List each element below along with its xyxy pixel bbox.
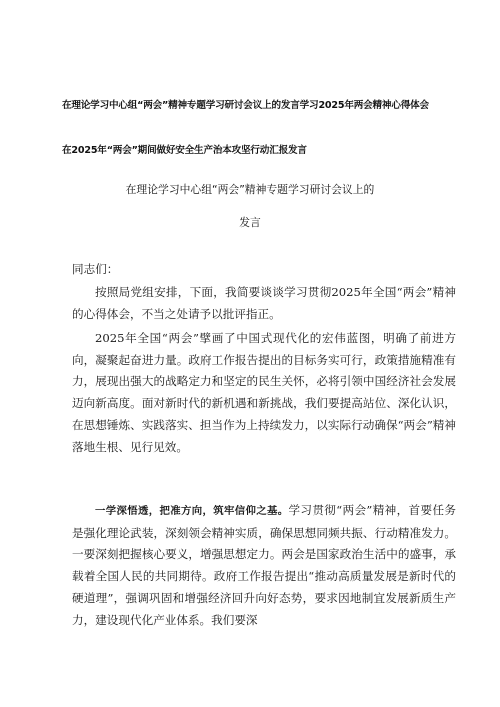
- paragraph-1: 按照局党组安排，下面，我简要谈谈学习贯彻2025年全国“两会”精神的心得体会，不当之处请予以批评指正。: [72, 285, 456, 321]
- document-title-line-2: 在2025年“两会”期间做好安全生产治本攻坚行动汇报发言: [62, 145, 307, 156]
- paragraph-3-body: 学习贯彻“两会”精神，首要任务是强化理论武装，深刻领会精神实质，确保思想同频共振、行动精准发力。一要深刻把握核心要义，增强思想定力。两会是国家政治生活中的盛事，承载着全国人民的共同期待。政府工作报告提出“推动高质量发展是新时代的硬道理”，强调巩固和增强经济回升向好态势，要求因地制宜发展新质生产力，建设现代化产业体系。我们要深: [72, 503, 456, 627]
- document-title-line-1: 在理论学习中心组“两会”精神专题学习研讨会议上的发言学习2025年两会精神心得体会: [62, 100, 429, 111]
- paragraph-3-lead: 一学深悟透，把准方向，筑牢信仰之基。: [95, 505, 289, 517]
- paragraph-2: 2025年全国“两会”擘画了中国式现代化的宏伟蓝图，明确了前进方向，凝聚起奋进力量。政府工作报告提出的目标务实可行，政策措施精准有力，展现出强大的战略定力和坚定的民生关怀，必将引领中国经济社会发展迈向新高度。面对新时代的新机遇和新挑战，我们要提高站位、深化认识，在思想锤炼、实践落实、担当作为上持续发力，以实际行动确保“两会”精神落地生根、见行见效。: [72, 331, 456, 454]
- speech-heading-line-1: 在理论学习中心组“两会”精神专题学习研讨会议上的: [125, 183, 375, 196]
- salutation: 同志们：: [72, 262, 119, 276]
- speech-heading-line-2: 发言: [239, 216, 261, 229]
- paragraph-3: [72, 500, 456, 631]
